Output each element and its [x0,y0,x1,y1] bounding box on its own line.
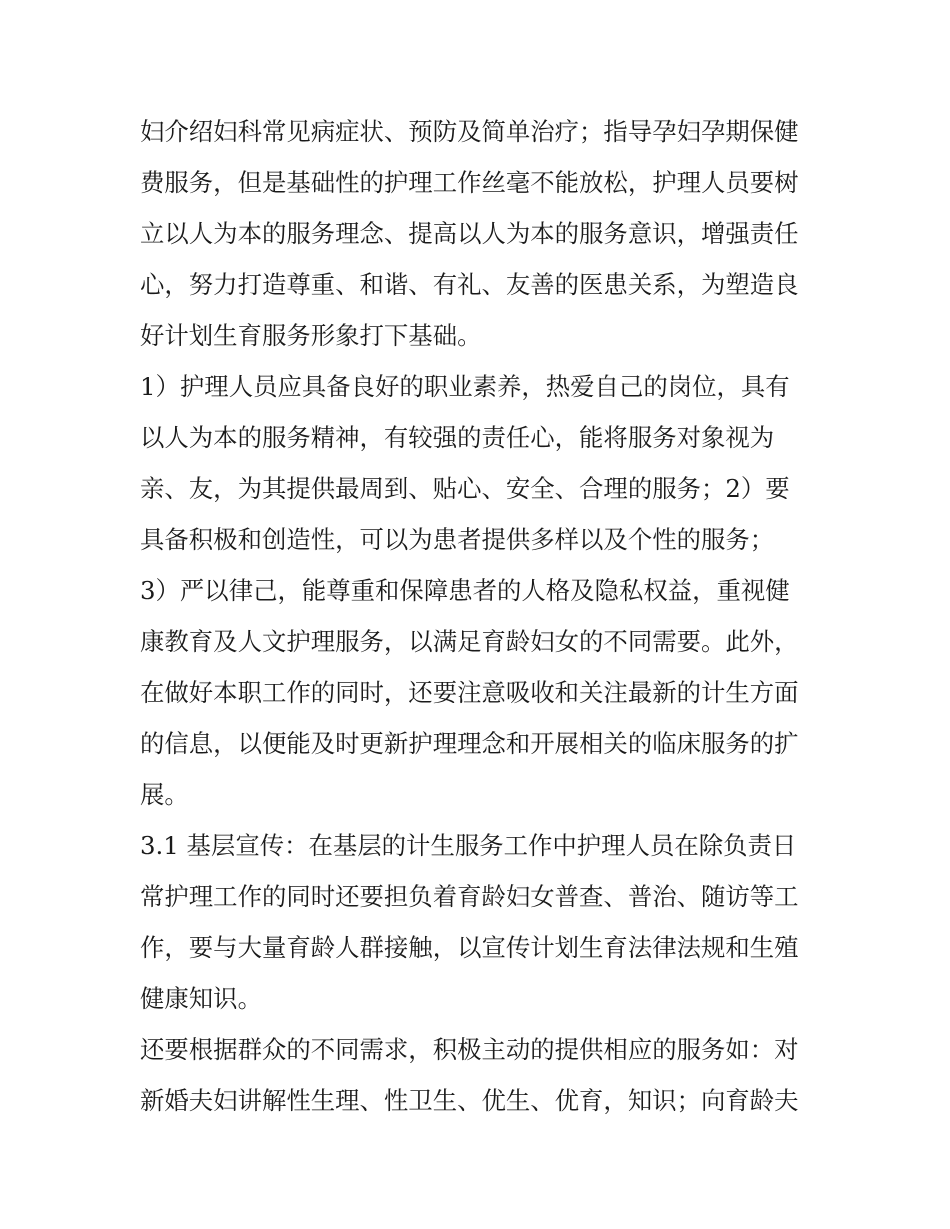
text-line: 3.1 基层宣传：在基层的计生服务工作中护理人员在除负责日 [140,831,797,860]
text-line: 好计划生育服务形象打下基础。 [140,321,482,350]
text-line: 健康知识。 [140,984,262,1013]
text-line: 的信息，以便能及时更新护理理念和开展相关的临床服务的扩 [140,729,799,758]
text-line: 具备积极和创造性，可以为患者提供多样以及个性的服务； [140,525,775,554]
text-line: 展。 [140,780,189,809]
text-line: 在做好本职工作的同时，还要注意吸收和关注最新的计生方面 [140,678,799,707]
text-line: 1）护理人员应具备良好的职业素养，热爱自己的岗位，具有 [140,372,790,401]
text-line: 新婚夫妇讲解性生理、性卫生、优生、优育，知识；向育龄夫 [140,1086,799,1115]
text-line: 作，要与大量育龄人群接触，以宣传计划生育法律法规和生殖 [140,933,799,962]
text-line: 心，努力打造尊重、和谐、有礼、友善的医患关系，为塑造良 [140,270,799,299]
text-line: 立以人为本的服务理念、提高以人为本的服务意识，增强责任 [140,219,799,248]
body-text [140,106,820,1126]
text-line: 3）严以律己，能尊重和保障患者的人格及隐私权益，重视健 [140,576,790,605]
text-line: 妇介绍妇科常见病症状、预防及简单治疗；指导孕妇孕期保健 [140,117,799,146]
text-line: 以人为本的服务精神，有较强的责任心，能将服务对象视为 [140,423,775,452]
text-line: 费服务，但是基础性的护理工作丝毫不能放松，护理人员要树 [140,168,799,197]
text-line: 还要根据群众的不同需求，积极主动的提供相应的服务如：对 [140,1035,799,1064]
text-line: 康教育及人文护理服务，以满足育龄妇女的不同需要。此外， [140,627,799,656]
text-line: 亲、友，为其提供最周到、贴心、安全、合理的服务；2）要 [140,474,790,503]
text-line: 常护理工作的同时还要担负着育龄妇女普查、普治、随访等工 [140,882,799,911]
